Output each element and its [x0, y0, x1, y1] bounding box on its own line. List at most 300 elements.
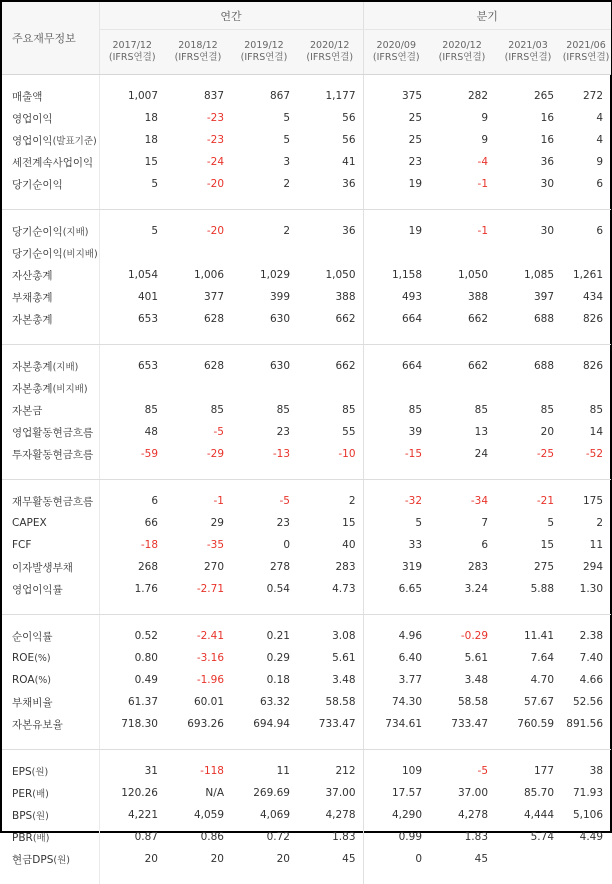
table-row [2, 534, 611, 556]
value-cell: 11 [589, 539, 604, 551]
row-label-main: CAPEX [12, 517, 47, 529]
period-label: 2020/09 [376, 40, 416, 51]
table-row [2, 308, 611, 330]
value-cell: -13 [272, 448, 290, 460]
value-cell: 18 [144, 134, 158, 146]
period-header [363, 30, 429, 75]
value-cell: 4.66 [579, 674, 604, 686]
row-label-suffix: (원) [32, 811, 49, 822]
row-label-main: 당기순이익 [12, 178, 63, 191]
value-cell: 11.41 [523, 630, 555, 642]
value-cell: 85 [589, 404, 604, 416]
row-label [2, 308, 99, 330]
row-label [2, 848, 99, 870]
table-row [2, 804, 611, 826]
quarterly-group-header: 분기 [363, 2, 611, 30]
value-cell: 3.48 [332, 674, 356, 686]
row-label [2, 534, 99, 556]
value-cell: 3.24 [464, 583, 489, 595]
value-cell: 0.72 [266, 831, 290, 843]
value-cell: 1,006 [193, 269, 224, 281]
value-cell: 85 [276, 404, 290, 416]
value-cell: 85 [144, 404, 158, 416]
value-cell: 5 [283, 112, 290, 124]
value-cell: 653 [137, 360, 158, 372]
spacer-row [2, 615, 611, 626]
row-label-main: 현금DPS [12, 853, 54, 866]
value-cell: 0.80 [134, 652, 158, 664]
value-cell: 4,221 [127, 809, 158, 821]
value-cell: 48 [144, 426, 158, 438]
table-row [2, 264, 611, 286]
value-cell: -21 [536, 495, 555, 507]
value-cell: 4.70 [530, 674, 555, 686]
period-header [495, 30, 561, 75]
value-cell: 1,050 [457, 269, 489, 281]
row-label-suffix: (원) [31, 767, 49, 778]
value-cell: 399 [269, 291, 290, 303]
value-cell [495, 242, 561, 264]
row-label-main: 자산총계 [12, 269, 53, 282]
value-cell [231, 377, 297, 399]
table-row [2, 85, 611, 107]
value-cell: 120.26 [121, 787, 158, 799]
value-cell: 16 [540, 112, 555, 124]
value-cell: 5.61 [464, 652, 489, 664]
value-cell: 56 [342, 112, 356, 124]
table-row [2, 826, 611, 848]
row-label-main: 재무활동현금흐름 [12, 495, 94, 508]
period-header [561, 30, 611, 75]
row-label [2, 556, 99, 578]
value-cell: 36 [342, 225, 356, 237]
value-cell: 270 [203, 561, 224, 573]
value-cell: 40 [342, 539, 356, 551]
value-cell: 175 [582, 495, 604, 507]
value-cell: 388 [467, 291, 489, 303]
row-label [2, 782, 99, 804]
value-cell: 3.77 [363, 669, 429, 691]
row-label [2, 713, 99, 735]
value-cell: 55 [342, 426, 356, 438]
value-cell: 4,278 [325, 809, 356, 821]
value-cell: 283 [335, 561, 356, 573]
value-cell: 283 [467, 561, 489, 573]
value-cell: 0.21 [266, 630, 290, 642]
row-label [2, 578, 99, 600]
period-label: 2017/12 [112, 40, 152, 51]
row-label-main: 투자활동현금흐름 [12, 448, 94, 461]
value-cell: 688 [533, 313, 555, 325]
value-cell: 23 [276, 517, 290, 529]
row-label-suffix: (배) [32, 789, 49, 800]
value-cell: 662 [467, 360, 489, 372]
value-cell: 85 [342, 404, 356, 416]
value-cell: 36 [540, 156, 555, 168]
row-label-main: ROE [12, 652, 35, 664]
period-label: 2020/12 [310, 40, 350, 51]
value-cell: 734.61 [363, 713, 429, 735]
value-cell: 630 [269, 360, 290, 372]
value-cell: 265 [533, 90, 555, 102]
period-header [99, 30, 165, 75]
value-cell: 58.58 [325, 696, 356, 708]
value-cell: 662 [467, 313, 489, 325]
value-cell: 1,029 [259, 269, 290, 281]
value-cell: 1,177 [325, 90, 356, 102]
value-cell: 25 [363, 107, 429, 129]
value-cell: 388 [335, 291, 356, 303]
value-cell: 0.54 [266, 583, 290, 595]
spacer-row [2, 210, 611, 221]
table-row [2, 556, 611, 578]
row-label [2, 490, 99, 512]
value-cell: -34 [470, 495, 489, 507]
value-cell: -1 [477, 225, 489, 237]
value-cell: 85 [363, 399, 429, 421]
value-cell: 30 [540, 225, 555, 237]
value-cell: -35 [206, 539, 224, 551]
value-cell: 4.73 [332, 583, 356, 595]
row-label-main: 자본금 [12, 404, 43, 417]
table-row [2, 490, 611, 512]
value-cell: 867 [269, 90, 290, 102]
row-label [2, 151, 99, 173]
row-label-main: 순이익률 [12, 630, 53, 643]
value-cell: 85.70 [523, 787, 555, 799]
value-cell: 2 [283, 225, 290, 237]
value-cell: -15 [363, 443, 429, 465]
table-row [2, 443, 611, 465]
table-row [2, 421, 611, 443]
value-cell: -59 [140, 448, 158, 460]
row-label-main: 영업이익 [12, 112, 53, 125]
value-cell: 37.00 [325, 787, 356, 799]
value-cell: 66 [144, 517, 158, 529]
value-cell: 5 [283, 134, 290, 146]
value-cell: 662 [335, 313, 356, 325]
value-cell: 15 [342, 517, 356, 529]
period-basis: (IFRS연결) [174, 52, 222, 63]
value-cell: 1.30 [579, 583, 604, 595]
value-cell: 6.65 [363, 578, 429, 600]
value-cell: 718.30 [121, 718, 158, 730]
period-header [297, 30, 363, 75]
row-label-main: FCF [12, 539, 32, 551]
value-cell: 24 [474, 448, 489, 460]
value-cell: 11 [276, 765, 290, 777]
value-cell: 5 [547, 517, 555, 529]
value-cell: 760.59 [517, 718, 555, 730]
row-label-suffix: (발표기준) [52, 135, 97, 147]
value-cell: 1,050 [325, 269, 356, 281]
table-row [2, 242, 611, 264]
value-cell [297, 377, 363, 399]
value-cell: 272 [582, 90, 604, 102]
value-cell: 20 [210, 853, 224, 865]
value-cell: 5.61 [332, 652, 356, 664]
period-label: 2018/12 [178, 40, 218, 51]
value-cell: -25 [536, 448, 555, 460]
value-cell [429, 377, 495, 399]
value-cell: -2.41 [196, 630, 224, 642]
table-row [2, 399, 611, 421]
value-cell: 18 [144, 112, 158, 124]
value-cell: N/A [205, 787, 224, 799]
value-cell: 20 [144, 853, 158, 865]
value-cell: 4,059 [193, 809, 224, 821]
spacer-row [2, 465, 611, 480]
value-cell [495, 848, 561, 870]
value-cell: 38 [589, 765, 604, 777]
value-cell: 74.30 [363, 691, 429, 713]
table-row [2, 129, 611, 151]
table-row [2, 107, 611, 129]
value-cell: -1 [477, 178, 489, 190]
row-label-main: 자본총계 [12, 313, 53, 326]
value-cell: 662 [335, 360, 356, 372]
value-cell: 1.83 [464, 831, 489, 843]
row-label [2, 512, 99, 534]
value-cell: 1,261 [572, 269, 604, 281]
value-cell: 4,069 [259, 809, 290, 821]
value-cell: 61.37 [127, 696, 158, 708]
row-label [2, 264, 99, 286]
value-cell: 85 [474, 404, 489, 416]
row-label [2, 399, 99, 421]
spacer-row [2, 750, 611, 761]
value-cell: 16 [540, 134, 555, 146]
value-cell: 694.94 [253, 718, 290, 730]
value-cell: 282 [467, 90, 489, 102]
row-label-main: 부채비율 [12, 696, 53, 709]
value-cell: 0.87 [134, 831, 158, 843]
row-label-suffix: (비지배) [52, 383, 88, 395]
value-cell: 9 [481, 112, 489, 124]
value-cell: -23 [206, 112, 224, 124]
value-cell: 5.74 [530, 831, 555, 843]
financial-summary-table [2, 2, 611, 884]
row-label-main: EPS [12, 766, 32, 778]
value-cell [297, 242, 363, 264]
row-label [2, 286, 99, 308]
table-row [2, 355, 611, 377]
value-cell: 434 [582, 291, 604, 303]
value-cell: 4 [596, 112, 604, 124]
value-cell: 0.86 [200, 831, 224, 843]
value-cell: 275 [533, 561, 555, 573]
row-label [2, 107, 99, 129]
spacer-row [2, 735, 611, 750]
row-label-main: 부채총계 [12, 291, 53, 304]
value-cell: -5 [477, 765, 489, 777]
value-cell: 826 [582, 360, 604, 372]
value-cell: 3.08 [332, 630, 356, 642]
value-cell: 4,444 [523, 809, 555, 821]
value-cell: 212 [335, 765, 356, 777]
value-cell: 20 [540, 426, 555, 438]
row-label [2, 421, 99, 443]
value-cell: 109 [363, 760, 429, 782]
row-label-suffix: (%) [34, 653, 51, 664]
period-header [165, 30, 231, 75]
period-basis: (IFRS연결) [108, 52, 156, 63]
row-label [2, 377, 99, 399]
period-label: 2021/03 [508, 40, 548, 51]
value-cell: -118 [200, 765, 224, 777]
value-cell: 1,158 [363, 264, 429, 286]
value-cell: 36 [342, 178, 356, 190]
value-cell: -3.16 [196, 652, 224, 664]
value-cell: 4,278 [457, 809, 489, 821]
row-label [2, 826, 99, 848]
value-cell: -29 [206, 448, 224, 460]
value-cell: 891.56 [566, 718, 604, 730]
value-cell [231, 242, 297, 264]
value-cell: 6 [596, 178, 604, 190]
value-cell [429, 242, 495, 264]
table-row [2, 647, 611, 669]
row-label [2, 760, 99, 782]
value-cell: 1,007 [127, 90, 158, 102]
value-cell: 45 [474, 853, 489, 865]
table-row [2, 173, 611, 195]
period-label: 2020/12 [442, 40, 482, 51]
period-basis: (IFRS연결) [438, 52, 486, 63]
value-cell: 269.69 [253, 787, 290, 799]
period-basis: (IFRS연결) [504, 52, 552, 63]
value-cell: 41 [342, 156, 356, 168]
value-cell: -1 [213, 495, 224, 507]
value-cell: 7.40 [579, 652, 604, 664]
value-cell: 664 [363, 308, 429, 330]
value-cell: 5 [363, 512, 429, 534]
value-cell: 6 [151, 495, 158, 507]
value-cell: 63.32 [259, 696, 290, 708]
value-cell [495, 377, 561, 399]
row-label [2, 625, 99, 647]
period-label: 2019/12 [244, 40, 284, 51]
value-cell: 7 [481, 517, 489, 529]
value-cell: 19 [363, 173, 429, 195]
value-cell: 688 [533, 360, 555, 372]
value-cell: 6 [481, 539, 489, 551]
value-cell: -5 [213, 426, 224, 438]
value-cell [561, 242, 611, 264]
value-cell: 664 [363, 355, 429, 377]
value-cell: 0.49 [134, 674, 158, 686]
table-row [2, 691, 611, 713]
value-cell: 33 [363, 534, 429, 556]
value-cell: -5 [279, 495, 290, 507]
spacer-row [2, 345, 611, 356]
value-cell: 837 [203, 90, 224, 102]
value-cell: 1.76 [134, 583, 158, 595]
row-label-main: 당기순이익 [12, 247, 63, 260]
value-cell: 0.29 [266, 652, 290, 664]
period-header [231, 30, 297, 75]
table-row [2, 377, 611, 399]
value-cell: 60.01 [193, 696, 224, 708]
value-cell [165, 242, 231, 264]
row-label [2, 129, 99, 151]
row-label-main: 당기순이익 [12, 225, 63, 238]
table-row [2, 286, 611, 308]
value-cell: 25 [363, 129, 429, 151]
value-cell: 58.58 [457, 696, 489, 708]
value-cell [165, 377, 231, 399]
annual-group-header: 연간 [99, 2, 363, 30]
value-cell: 630 [269, 313, 290, 325]
value-cell: 57.67 [523, 696, 555, 708]
value-cell: 19 [363, 220, 429, 242]
table-row [2, 578, 611, 600]
value-cell: 319 [363, 556, 429, 578]
period-basis: (IFRS연결) [240, 52, 288, 63]
value-cell: 9 [481, 134, 489, 146]
value-cell [99, 242, 165, 264]
row-label [2, 173, 99, 195]
value-cell: 294 [582, 561, 604, 573]
value-cell: -24 [206, 156, 224, 168]
value-cell: 401 [137, 291, 158, 303]
value-cell [363, 242, 429, 264]
row-label-main: ROA [12, 674, 35, 686]
table-row [2, 848, 611, 870]
row-label [2, 242, 99, 264]
spacer-row [2, 480, 611, 491]
value-cell: 653 [137, 313, 158, 325]
row-label [2, 85, 99, 107]
value-cell: 0 [283, 539, 290, 551]
value-cell: 3.48 [464, 674, 489, 686]
value-cell: 628 [203, 360, 224, 372]
value-cell: 2 [596, 517, 604, 529]
value-cell: 15 [144, 156, 158, 168]
row-label-suffix: (원) [53, 854, 70, 866]
row-label-main: 세전계속사업이익 [12, 156, 94, 169]
value-cell: 1,054 [127, 269, 158, 281]
value-cell: 377 [203, 291, 224, 303]
value-cell: 2 [283, 178, 290, 190]
value-cell: 826 [582, 313, 604, 325]
value-cell: -23 [206, 134, 224, 146]
value-cell: -2.71 [196, 583, 224, 595]
row-label-suffix: (비지배) [62, 248, 98, 260]
value-cell: 23 [276, 426, 290, 438]
row-label-suffix: (지배) [52, 361, 79, 373]
period-basis: (IFRS연결) [306, 52, 354, 63]
row-label [2, 804, 99, 826]
value-cell: 733.47 [451, 718, 489, 730]
value-cell: 17.57 [363, 782, 429, 804]
row-label-main: 영업이익률 [12, 583, 63, 596]
value-cell: 23 [363, 151, 429, 173]
value-cell: 0.52 [134, 630, 158, 642]
value-cell: -20 [206, 178, 224, 190]
row-label-main: 영업활동현금흐름 [12, 426, 94, 439]
row-label-main: PBR [12, 832, 33, 844]
value-cell: 0.18 [266, 674, 290, 686]
value-cell: 7.64 [530, 652, 555, 664]
value-cell: 0 [363, 848, 429, 870]
row-label-main: 이자발생부채 [12, 561, 73, 574]
value-cell: -18 [140, 539, 158, 551]
value-cell: 3 [283, 156, 290, 168]
row-label-main: 자본총계 [12, 382, 53, 395]
row-label [2, 647, 99, 669]
value-cell: 493 [363, 286, 429, 308]
